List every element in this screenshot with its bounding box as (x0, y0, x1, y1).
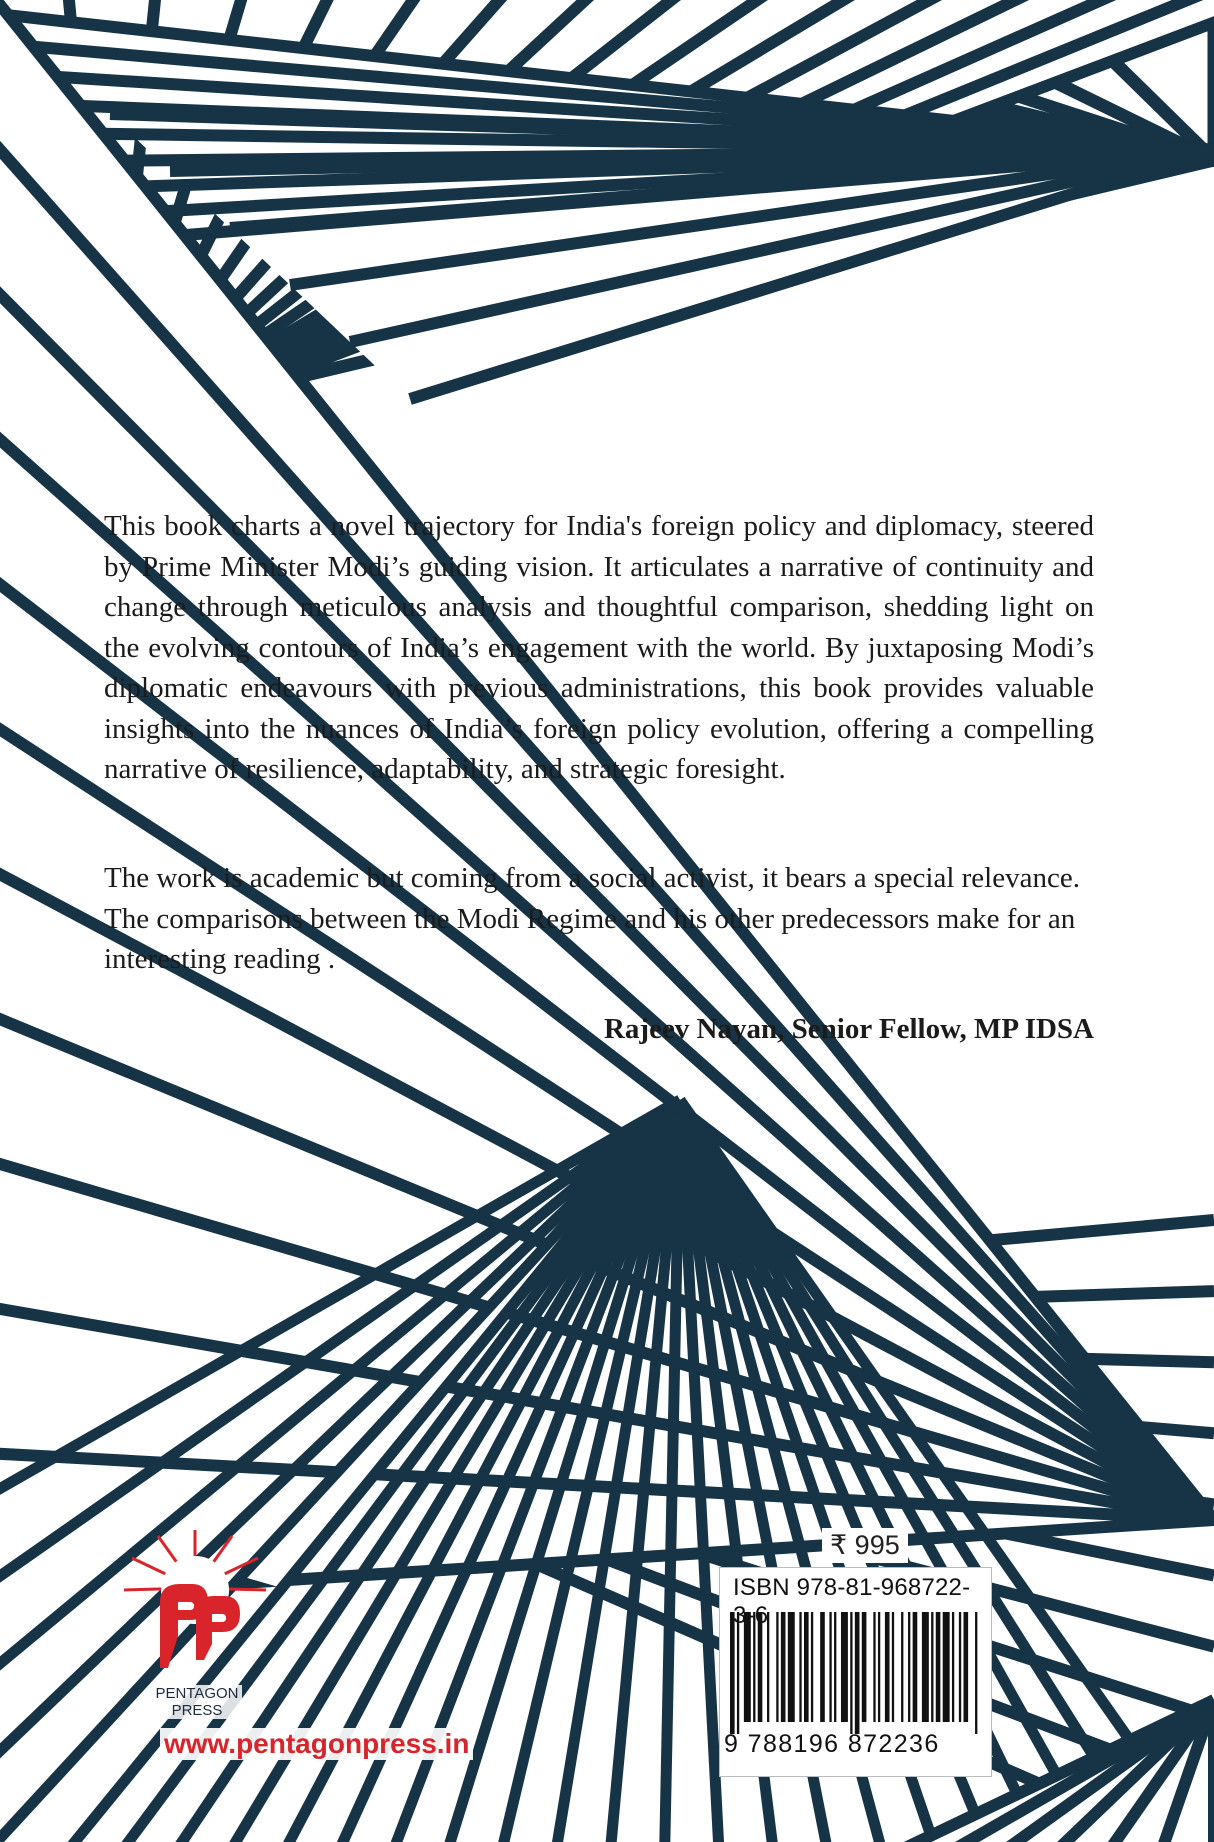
barcode-bar (841, 1612, 848, 1722)
barcode-bar (829, 1612, 831, 1722)
barcode-bar (908, 1612, 910, 1722)
barcode-bar (834, 1612, 836, 1722)
barcode-bar (975, 1612, 977, 1734)
blurb-paragraph-2: The work is academic but coming from a social activist, it bears a special relevance. The comparisons between the Modi Regime and his other predecessors make for an interesting reading . (104, 862, 1080, 975)
price-label: ₹ 995 (822, 1528, 908, 1563)
barcode-bar (855, 1612, 860, 1734)
isbn-barcode-block (719, 1567, 992, 1777)
barcode-bar (850, 1612, 852, 1734)
barcode-bar (901, 1612, 903, 1722)
barcode-bar (862, 1612, 867, 1722)
barcode-bar (873, 1612, 875, 1722)
barcode-bar (959, 1612, 961, 1722)
publisher-website: www.pentagonpress.in (160, 1728, 473, 1760)
barcode-bar (776, 1612, 778, 1722)
barcode-bar (753, 1612, 755, 1722)
endorsement-attribution: Rajeev Nayan, Senior Fellow, MP IDSA (603, 1013, 1094, 1045)
barcode-bar (885, 1612, 890, 1722)
barcode-bar (737, 1612, 739, 1734)
publisher-name-line-1: PENTAGON (155, 1685, 239, 1702)
barcode-bar (820, 1612, 825, 1722)
barcode-bar (878, 1612, 880, 1722)
barcode-bar (758, 1612, 763, 1722)
barcode-digits: 9 788196 872236 (724, 1730, 940, 1758)
isbn-label: ISBN 978-81-968722-3-6 (733, 1574, 971, 1629)
barcode-bar (922, 1612, 929, 1722)
barcode-bar (781, 1612, 786, 1722)
barcode-bar (730, 1612, 735, 1734)
barcode-bar (799, 1612, 801, 1722)
barcode-bar (804, 1612, 809, 1722)
barcode-bar (913, 1612, 918, 1722)
barcode-bars (730, 1612, 982, 1734)
barcode-bar (964, 1612, 969, 1722)
barcode-bar (811, 1612, 813, 1722)
barcode-bar (931, 1612, 933, 1722)
blurb-paragraph-1: This book charts a novel trajectory for India's foreign policy and diplomacy, steered by Prime Minister Modi’s guiding vision. It articulates a narrative of continuity and change through meticulous analysis and thoughtful comparison, shedding light on the evolving contours of India’s engagement with the world. By juxtaposing Modi’s diplomatic endeavours with previous administrations, this book provides valuable insights into the nuances of India’s foreign policy evolution, offering a compelling narrative of resilience, adaptability, and strategic foresight. (104, 510, 1094, 785)
barcode-bar (767, 1612, 769, 1722)
pentagon-press-logo-icon (120, 1528, 270, 1688)
barcode-bar (952, 1612, 954, 1722)
barcode-bar (788, 1612, 795, 1722)
barcode-bar (936, 1612, 941, 1722)
barcode-bar (892, 1612, 894, 1722)
barcode-bar (744, 1612, 751, 1722)
publisher-name (152, 1685, 242, 1719)
barcode-bar (943, 1612, 950, 1722)
publisher-name-line-2: PRESS (171, 1702, 223, 1719)
